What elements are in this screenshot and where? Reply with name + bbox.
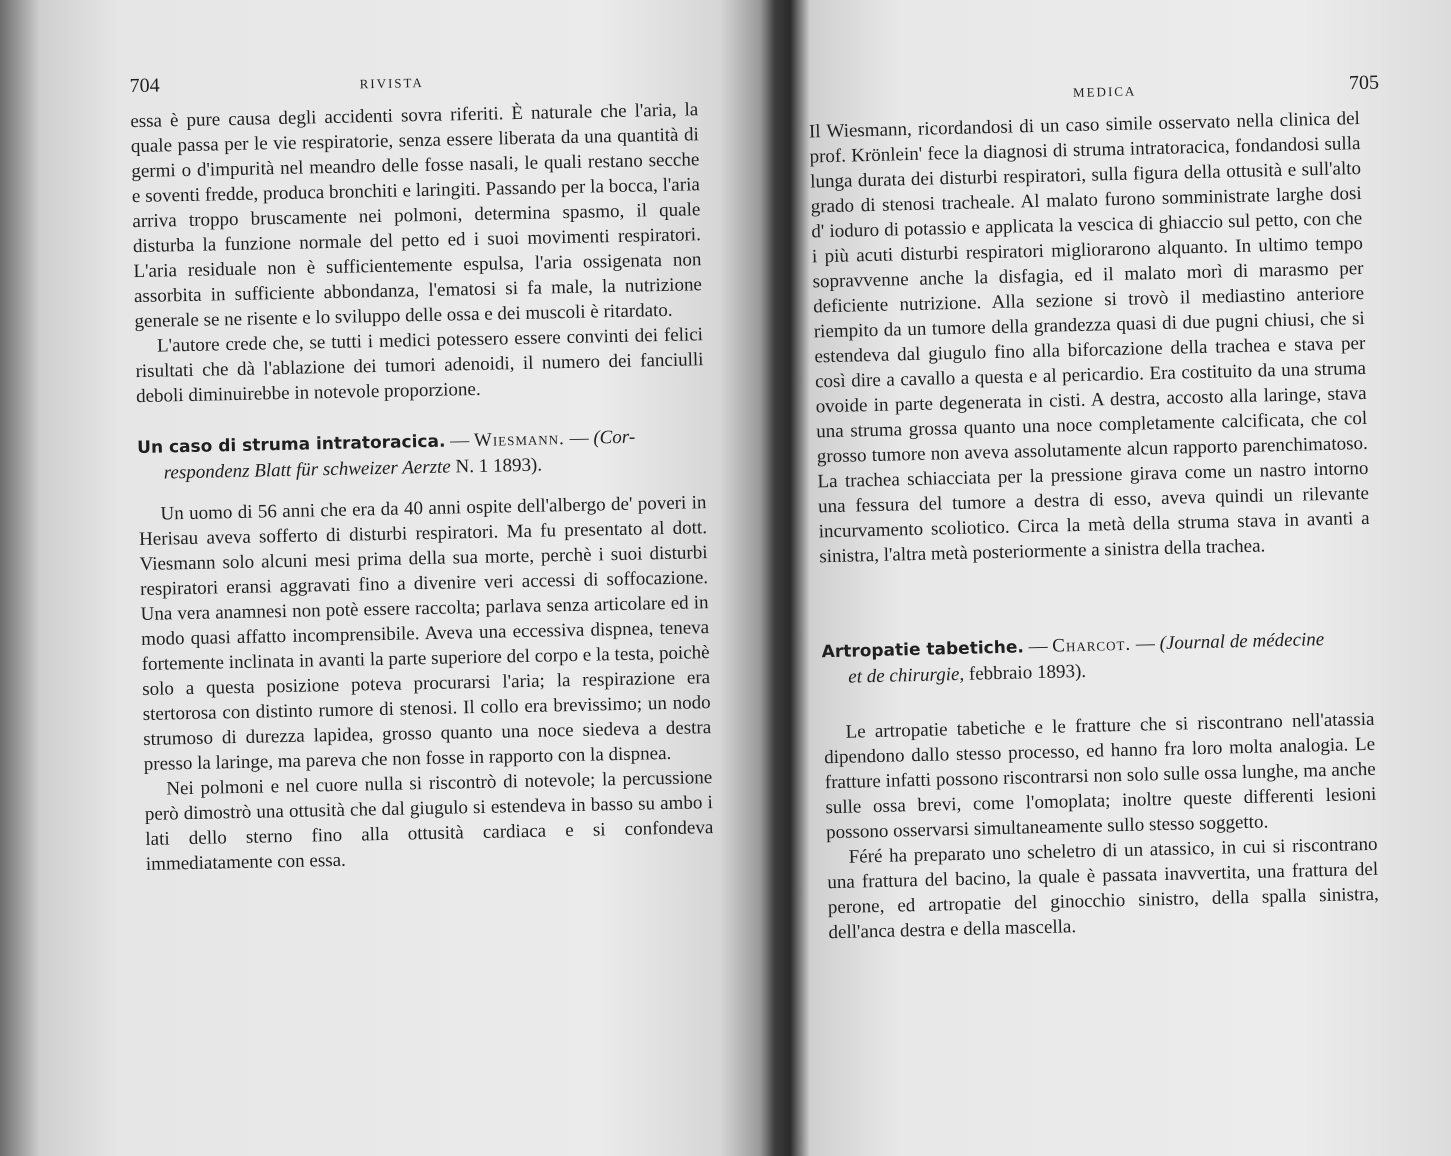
left-page-number: 704 <box>129 74 160 98</box>
article-author: Wiesmann. <box>473 428 566 452</box>
article-source: (Journal de médecine <box>1159 629 1325 655</box>
article-title: Un caso di struma intratoracica. <box>136 431 446 459</box>
right-running-head: MEDICA <box>1072 83 1137 100</box>
paragraph: Un uomo di 56 anni che era da 40 anni ospite dell'albergo de' poveri in Herisau aveva sofferto di disturbi respiratori. Ma fu presentato al dott. Viesmann solo alcuni mesi prima della sua morte, perchè i suoi disturbi respiratori eransi aggravati fino a divenire veri accessi di soffocazione. Una vera anamnesi non potè essere raccolta; parlava senza articolare ed in modo quasi affatto incomprensibile. Aveva una eccessiva dispnea, teneva fortemente inclinata in avanti la parte superiore del corpo e la testa, poichè solo a questa posizione poteva procurarsi l'aria; la respirazione era stertorosa con distinto rumore di stenosi. Il collo era brevissimo; un nodo strumoso di durezza lapidea, grosso quanto una noce siedeva a destra presso la laringe, ma pareva che non fosse in rapporto con la dispnea. <box>138 492 712 775</box>
paragraph: Il Wiesmann, ricordandosi di un caso simile osservato nella clinica del prof. Krönlein' fece la diagnosi di struma intratoracica, fondandosi sulla lunga durata dei disturbi respiratori, sulla figura della ottusità e sull'alto grado di stenosi tracheale. Al malato furono somministrate larghe dosi d' ioduro di potassio e applicata la vescica di ghiaccio sul petto, con che i più acuti disturbi respiratori migliorarono alquanto. In ultimo tempo sopravvenne anche la disfagia, ed il malato morì di marasmo per deficiente nutrizione. Alla sezione si trovò il mediastino anteriore riempito da un tumore della grandezza quasi di due pugni chiusi, che si estendeva dal giugulo fino alla biforcazione della trachea e stava per così dire a cavallo a questa e al pericardio. Era costituito da una struma ovoide in parte degenerata in cisti. A destra, accosto alla laringe, stava una struma grossa quanto una noce completamente calcificata, che col grosso tumore non aveva assolutamente alcun rapporto parenchimatoso. La trachea schiacciata per la pressione girava come un nastro intorno una fessura del tumore a destra di esso, aveva quindi un rilevante incurvamento scoliotico. Circa la metà della struma stava in avanti a sinistra, l'altra metà posteriormente a sinistra della trachea. <box>808 108 1370 568</box>
paragraph: L'autore crede che, se tutti i medici potessero essere convinti dei felici risultati che dà l'ablazione dei tumori adenoidi, il numero dei fanciulli deboli diminuirebbe in notevole proporzione. <box>135 324 704 408</box>
article-heading <box>137 423 706 486</box>
paragraph: Nei polmoni e nel cuore nulla si riscontrò di notevole; la percussione però dimostrò una ottusità che dal giugulo si estendeva in basso su ambo i lati dello sterno fino alla ottusità cardiaca e si confondeva immediatamente con essa. <box>144 767 714 875</box>
right-page-body <box>809 106 1380 945</box>
paragraph: Le artropatie tabetiche e le fratture che si riscontrano nell'atassia dipendono dallo stesso processo, ed hanno fra loro molta analogia. Le fratture infatti possono riscontrarsi non solo sulle ossa lunghe, ma anche sulle ossa brevi, come l'omoplata; inoltre queste differenti lesioni possono osservarsi simultaneamente sullo stesso soggetto. <box>823 708 1377 844</box>
separator: — <box>445 430 475 452</box>
article-source-tail: febbraio 1893). <box>963 660 1087 685</box>
separator: — <box>564 427 594 450</box>
left-running-head: RIVISTA <box>359 74 424 92</box>
left-page-body <box>130 97 714 877</box>
separator: — <box>1023 635 1053 658</box>
article-title: Artropatie tabetiche. <box>821 637 1025 663</box>
article-source-cont: respondenz Blatt für schweizer Aerzte <box>163 456 451 484</box>
paragraph: Féré ha preparato uno scheletro di un atassico, in cui si riscontrano una frattura del bacino, la quale è passata inavvertita, una frattura del perone, ed artropatie del ginocchio sinistro, della spalla sinistra, dell'anca destra e della mascella. <box>827 833 1380 944</box>
right-page <box>776 0 1451 1156</box>
separator: — <box>1130 633 1160 655</box>
article-source: (Cor- <box>593 426 636 449</box>
article-source-cont: et de chirurgie, <box>848 663 965 688</box>
right-page-number: 705 <box>1348 71 1380 95</box>
article-heading <box>821 626 1373 690</box>
paragraph: essa è pure causa degli accidenti sovra riferiti. È naturale che l'aria, la quale passa per le vie respiratorie, senza essere liberata da una quantità di germi o d'impurità nel meandro delle fosse nasali, le quali restano secche e soventi fredde, produca bronchiti e laringiti. Passando per la bocca, l'aria arriva troppo bruscamente nei polmoni, determina spasmo, il quale disturba la funzione normale del petto ed i suoi movimenti respiratori. L'aria residuale non è sufficientemente espulsa, l'aria ossigenata non assorbita in sufficiente abbondanza, l'ematosi si fa male, la nutrizione generale se ne risente e lo sviluppo delle ossa e dei muscoli è ritardato. <box>130 99 703 333</box>
article-source-tail: N. 1 1893). <box>450 454 543 478</box>
article-author: Charcot. <box>1052 633 1132 657</box>
